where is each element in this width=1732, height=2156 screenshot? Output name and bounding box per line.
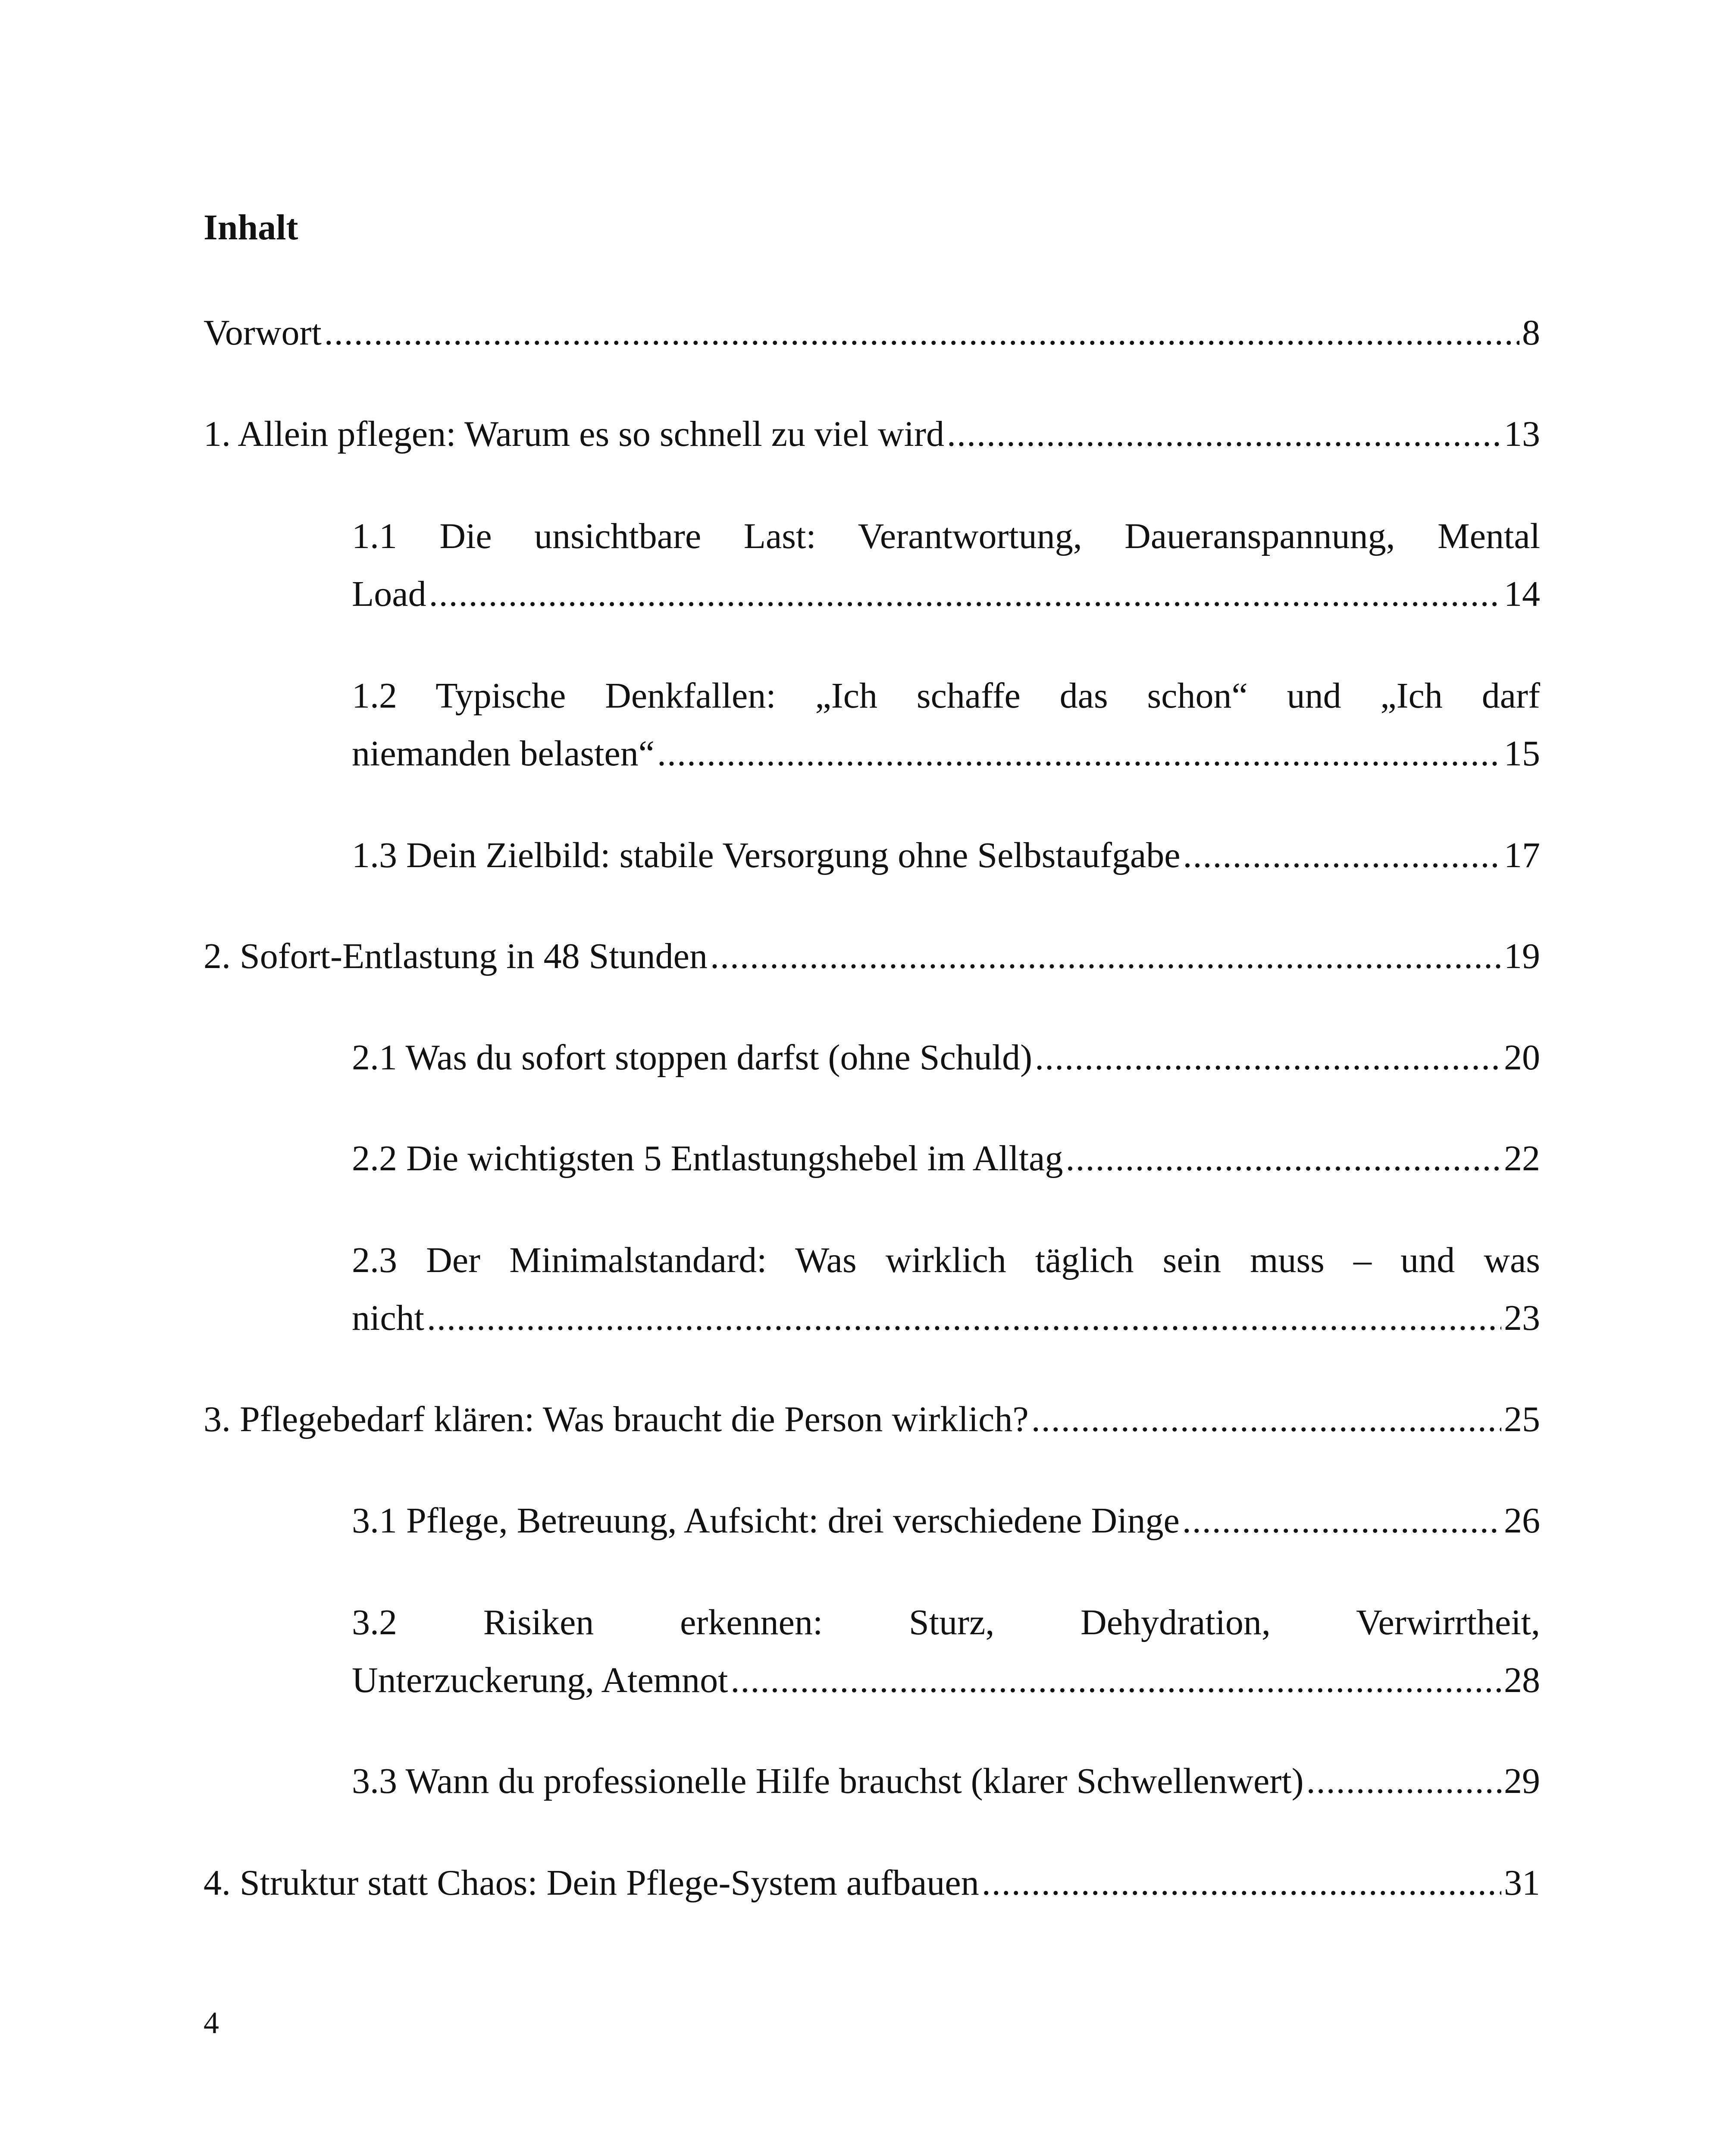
toc-entry[interactable] [204, 1391, 1540, 1448]
toc-entry-title: Vorwort [204, 313, 322, 353]
dot-leader [427, 1289, 1501, 1347]
toc-entry-title-line-2: nicht [352, 1298, 424, 1338]
dot-leader [947, 405, 1501, 463]
toc-entry-title-line-2: Load [352, 574, 426, 614]
dot-leader [982, 1854, 1501, 1912]
toc-entry[interactable] [352, 667, 1540, 783]
toc-page-number: 15 [1504, 733, 1540, 774]
dot-leader [710, 928, 1501, 985]
toc-entry-title: 3.1 Pflege, Betreuung, Aufsicht: drei verschiedene Dinge [352, 1501, 1180, 1541]
toc-page-number: 8 [1522, 313, 1540, 353]
toc-entry[interactable] [352, 1594, 1540, 1709]
page-number-footer: 4 [204, 2006, 219, 2040]
toc-entry[interactable] [204, 1854, 1540, 1912]
toc-page-number: 28 [1504, 1660, 1540, 1700]
toc-entry[interactable] [204, 304, 1540, 362]
toc-entry[interactable] [352, 1492, 1540, 1550]
toc-entry-title-line-1: 1.2 Typische Denkfallen: „Ich schaffe das schon“ und „Ich darf [352, 676, 1540, 716]
dot-leader [1031, 1391, 1501, 1448]
dot-leader [324, 304, 1519, 362]
toc-entry[interactable] [204, 928, 1540, 985]
toc-entry-title: 4. Struktur statt Chaos: Dein Pflege-System aufbauen [204, 1863, 979, 1903]
toc-page-number: 23 [1504, 1298, 1540, 1338]
toc-page-number: 29 [1504, 1761, 1540, 1801]
toc-page-number: 31 [1504, 1863, 1540, 1903]
toc-page-number: 25 [1504, 1399, 1540, 1439]
toc-heading: Inhalt [204, 207, 298, 248]
dot-leader [1182, 1492, 1501, 1550]
dot-leader [657, 725, 1501, 783]
toc-entry-title-line-2: niemanden belasten“ [352, 733, 655, 774]
toc-entry-title: 2.1 Was du sofort stoppen darfst (ohne Schuld) [352, 1037, 1033, 1078]
toc-entry[interactable] [352, 508, 1540, 623]
toc-entry-title-line-1: 1.1 Die unsichtbare Last: Verantwortung, Daueranspannung, Mental [352, 516, 1540, 556]
toc-entry-title: 2.2 Die wichtigsten 5 Entlastungshebel im Alltag [352, 1138, 1063, 1178]
toc-entry-title: 3.3 Wann du professionelle Hilfe brauchst (klarer Schwellenwert) [352, 1761, 1304, 1801]
dot-leader [730, 1651, 1501, 1709]
toc-entry-title-line-1: 3.2 Risiken erkennen: Sturz, Dehydration, Verwirrtheit, [352, 1602, 1540, 1642]
toc-entry[interactable] [352, 827, 1540, 884]
dot-leader [429, 565, 1501, 623]
toc-page-number: 17 [1504, 835, 1540, 875]
toc-entry-title-line-1: 2.3 Der Minimalstandard: Was wirklich täglich sein muss – und was [352, 1240, 1540, 1280]
dot-leader [1306, 1752, 1501, 1810]
toc-page-number: 22 [1504, 1138, 1540, 1178]
toc-page-number: 19 [1504, 936, 1540, 976]
toc-entry-title: 1. Allein pflegen: Warum es so schnell zu viel wird [204, 414, 944, 454]
toc-entry[interactable] [204, 405, 1540, 463]
dot-leader [1065, 1130, 1501, 1188]
toc-entry[interactable] [352, 1232, 1540, 1347]
toc-page-number: 26 [1504, 1501, 1540, 1541]
toc-entry[interactable] [352, 1752, 1540, 1810]
dot-leader [1035, 1029, 1501, 1087]
toc-page-number: 13 [1504, 414, 1540, 454]
toc-entry[interactable] [352, 1029, 1540, 1087]
toc-entry-title: 3. Pflegebedarf klären: Was braucht die Person wirklich? [204, 1399, 1029, 1439]
toc-entry-title-line-2: Unterzuckerung, Atemnot [352, 1660, 728, 1700]
toc-entry-title: 1.3 Dein Zielbild: stabile Versorgung ohne Selbstaufgabe [352, 835, 1181, 875]
toc-entry-title: 2. Sofort-Entlastung in 48 Stunden [204, 936, 708, 976]
dot-leader [1183, 827, 1501, 884]
toc-page-number: 20 [1504, 1037, 1540, 1078]
toc-page-number: 14 [1504, 574, 1540, 614]
toc-entry[interactable] [352, 1130, 1540, 1188]
